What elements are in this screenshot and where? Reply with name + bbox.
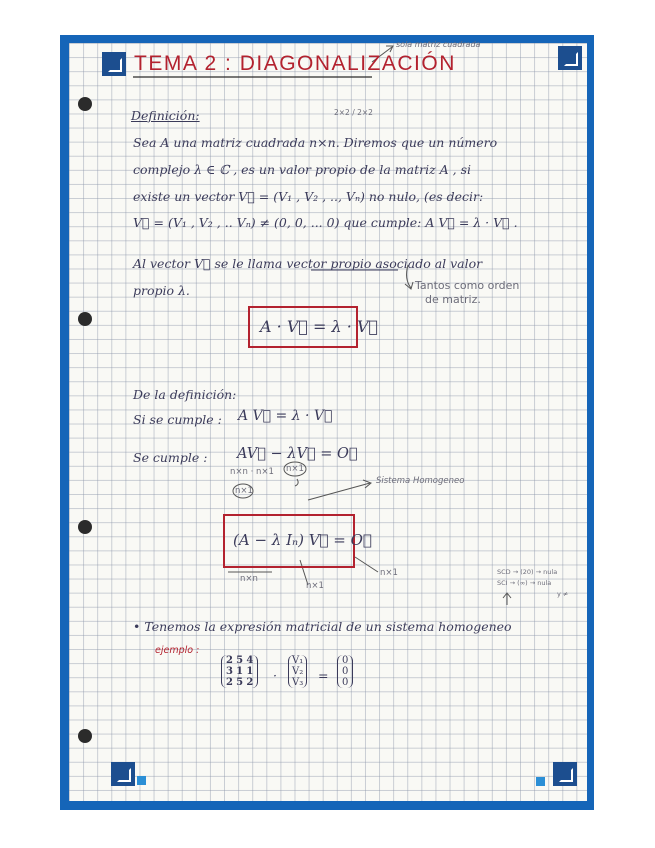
example-vector [288,655,307,688]
vector-sentence-part3: propio λ. [133,283,190,298]
ejemplo-label: ejemplo : [155,645,200,656]
under-nx1: n×1 [306,581,324,591]
margin-note: 2×2 / 2×2 [334,108,373,117]
definition-line-1: Sea A una matriz cuadrada n×n. Diremos que un número [133,135,498,150]
scd-note [497,567,568,600]
scd-line-2: SCI → (∞) → nula [497,579,552,587]
formula-2-text: (A − λ Iₙ) V⃗ = O⃗ [233,531,372,549]
example-zero-vector [337,655,353,688]
matrix-row: 2 5 4 [226,655,254,666]
bullet-item [133,619,512,634]
definition-line-3: existe un vector V⃗ = (V₁ , V₂ , .., Vₙ) no nulo, (es decir: [133,189,484,204]
se-cumple-label: Se cumple : [133,450,208,465]
dim-circled-b: n×1 [286,464,304,474]
si-se-cumple-label: Si se cumple : [133,412,222,427]
matrix-row: 2 5 2 [226,677,254,688]
sistema-homogeneo-note: Sistema Homogeneo [376,476,465,486]
vector-sentence [133,256,482,271]
matrix-row: 3 1 1 [226,666,254,677]
zero-entry: 0 [342,666,349,677]
example-matrix [221,655,258,688]
page-title: TEMA 2 : DIAGONALIZACIÓN [134,52,456,75]
tantos-line-2: de matriz. [425,293,481,306]
definition-heading: Definición: [131,108,200,123]
scd-line-1: SCD → (20) → nula [497,568,558,576]
right-nx1: n×1 [380,568,398,578]
zero-entry: 0 [342,677,349,688]
bullet-text: Tenemos la expresión matricial de un sistema homogeneo [144,619,512,634]
definition-line-4: V⃗ = (V₁ , V₂ , .. Vₙ) ≠ (0, 0, ... 0) que cumple: A V⃗ = λ · V⃗ . [133,215,518,230]
vector-sentence-part1: Al vector V⃗ se le llama [133,256,283,271]
definition-line-2: complejo λ ∈ ℂ , es un valor propio de la matriz A , si [133,162,472,177]
formula-1-text: A · V⃗ = λ · V⃗ [260,317,379,336]
zero-entry: 0 [342,655,349,666]
vector-propio-term: vector propio [286,256,372,271]
bullet-icon: • [133,619,145,634]
scd-line-3: y ≠ [557,590,569,598]
si-se-cumple-formula: A V⃗ = λ · V⃗ [238,408,333,424]
boxed-formula-2 [223,514,372,568]
se-cumple-formula: AV⃗ − λV⃗ = O⃗ [237,446,358,462]
vector-entry: V₃ [292,677,304,688]
dims-note: n×n · n×1 [230,467,274,477]
vector-entry: V₁ [292,655,304,666]
vector-sentence-part2: asociado al valor [375,256,483,271]
title-note: sola matriz cuadrada [396,40,481,49]
from-definition-heading: De la definición: [133,387,237,402]
boxed-formula-1 [248,306,379,348]
vector-entry: V₂ [292,666,304,677]
under-nxn: n×n [240,574,258,584]
dim-circled-a: n×1 [235,486,253,496]
example-equals: = [318,668,329,683]
example-dot: · [273,668,277,683]
tantos-annotation [415,279,565,307]
tantos-line-1: Tantos como orden [415,279,520,292]
